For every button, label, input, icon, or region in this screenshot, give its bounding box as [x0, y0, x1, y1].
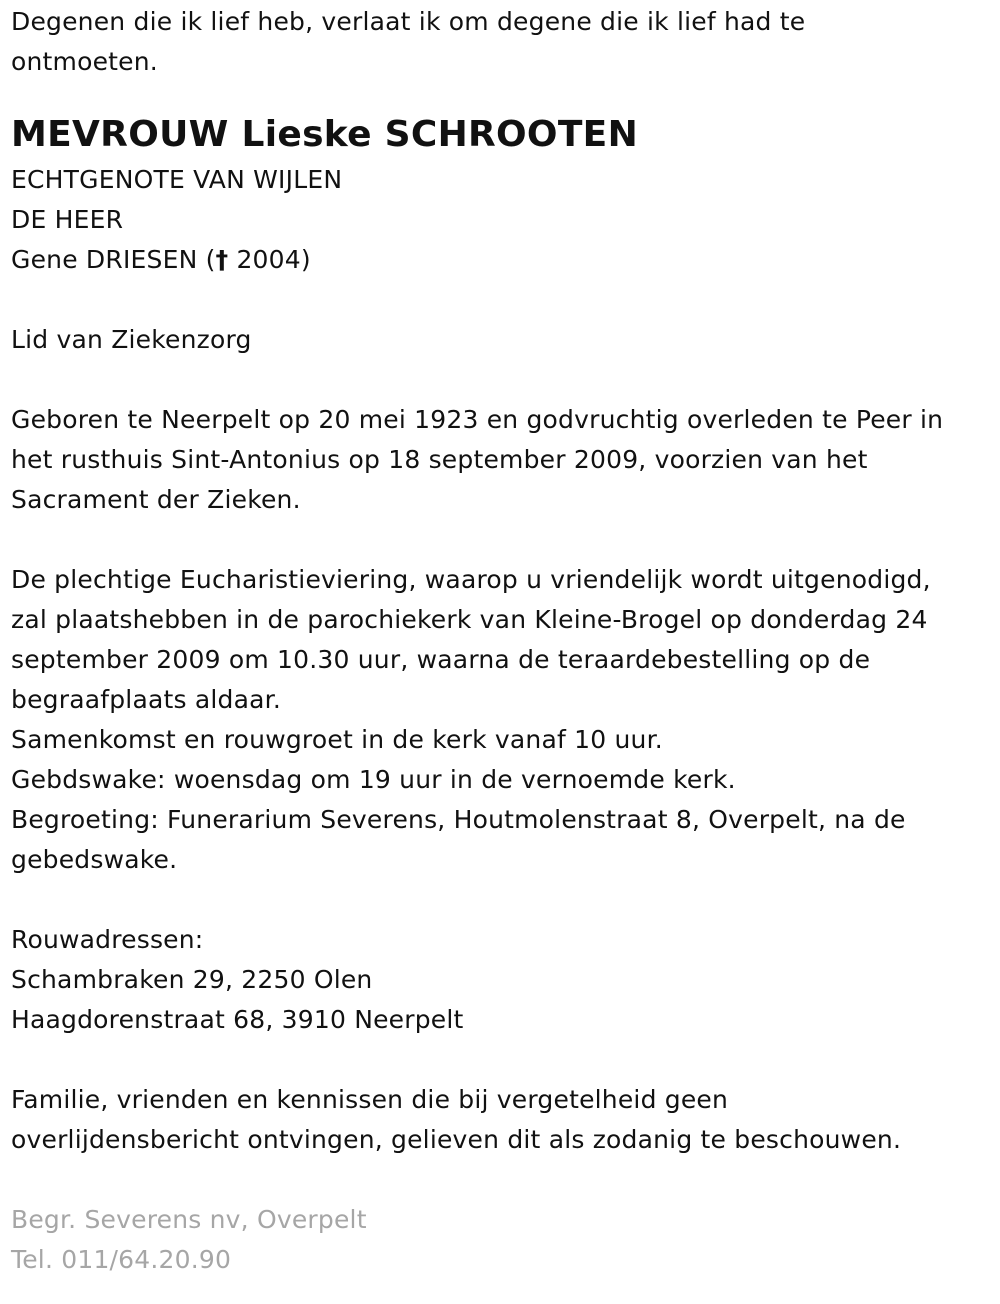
- birth-death-line-1: Geboren te Neerpelt op 20 mei 1923 en godvruchtig overleden te Peer in: [11, 405, 944, 434]
- relation-line-2: DE HEER: [11, 205, 124, 234]
- notice-line-1: Familie, vrienden en kennissen die bij vergetelheid geen: [11, 1085, 729, 1114]
- motto-line-2: ontmoeten.: [11, 47, 158, 76]
- spacer: [11, 520, 990, 560]
- membership-line: Lid van Ziekenzorg: [11, 325, 252, 354]
- relation-line-1: ECHTGENOTE VAN WIJLEN: [11, 165, 343, 194]
- spouse-death-year: 2004): [228, 245, 311, 274]
- ceremony-line-2: zal plaatshebben in de parochiekerk van Kleine-Brogel op donderdag 24: [11, 605, 928, 634]
- condolence-line-1: Begroeting: Funerarium Severens, Houtmolenstraat 8, Overpelt, na de: [11, 805, 906, 834]
- birth-death-line-3: Sacrament der Zieken.: [11, 485, 301, 514]
- birth-death-line-2: het rusthuis Sint-Antonius op 18 september 2009, voorzien van het: [11, 445, 868, 474]
- spacer: [11, 1040, 990, 1080]
- deceased-name: MEVROUW Lieske SCHROOTEN: [11, 114, 639, 155]
- ceremony-line-1: De plechtige Eucharistieviering, waarop u vriendelijk wordt uitgenodigd,: [11, 565, 931, 594]
- spouse-line: [11, 240, 990, 280]
- spacer: [11, 280, 990, 320]
- prayer-vigil-line: Gebdswake: woensdag om 19 uur in de vernoemde kerk.: [11, 765, 736, 794]
- cross-icon: †: [215, 245, 229, 274]
- spacer: [11, 360, 990, 400]
- address-line-1: Schambraken 29, 2250 Olen: [11, 965, 373, 994]
- ceremony-line-3: september 2009 om 10.30 uur, waarna de teraardebestelling op de: [11, 645, 871, 674]
- spouse-name: Gene DRIESEN (: [11, 245, 216, 274]
- spacer: [11, 1160, 990, 1200]
- addresses-heading: Rouwadressen:: [11, 925, 204, 954]
- condolence-line-2: gebedswake.: [11, 845, 178, 874]
- address-line-2: Haagdorenstraat 68, 3910 Neerpelt: [11, 1005, 464, 1034]
- ceremony-line-4: begraafplaats aldaar.: [11, 685, 281, 714]
- notice-line-2: overlijdensbericht ontvingen, gelieven dit als zodanig te beschouwen.: [11, 1125, 902, 1154]
- motto-line-1: Degenen die ik lief heb, verlaat ik om degene die ik lief had te: [11, 7, 806, 36]
- gathering-line: Samenkomst en rouwgroet in de kerk vanaf 10 uur.: [11, 725, 663, 754]
- funeral-home-phone: Tel. 011/64.20.90: [11, 1245, 232, 1274]
- spacer: [11, 880, 990, 920]
- funeral-home-name: Begr. Severens nv, Overpelt: [11, 1205, 367, 1234]
